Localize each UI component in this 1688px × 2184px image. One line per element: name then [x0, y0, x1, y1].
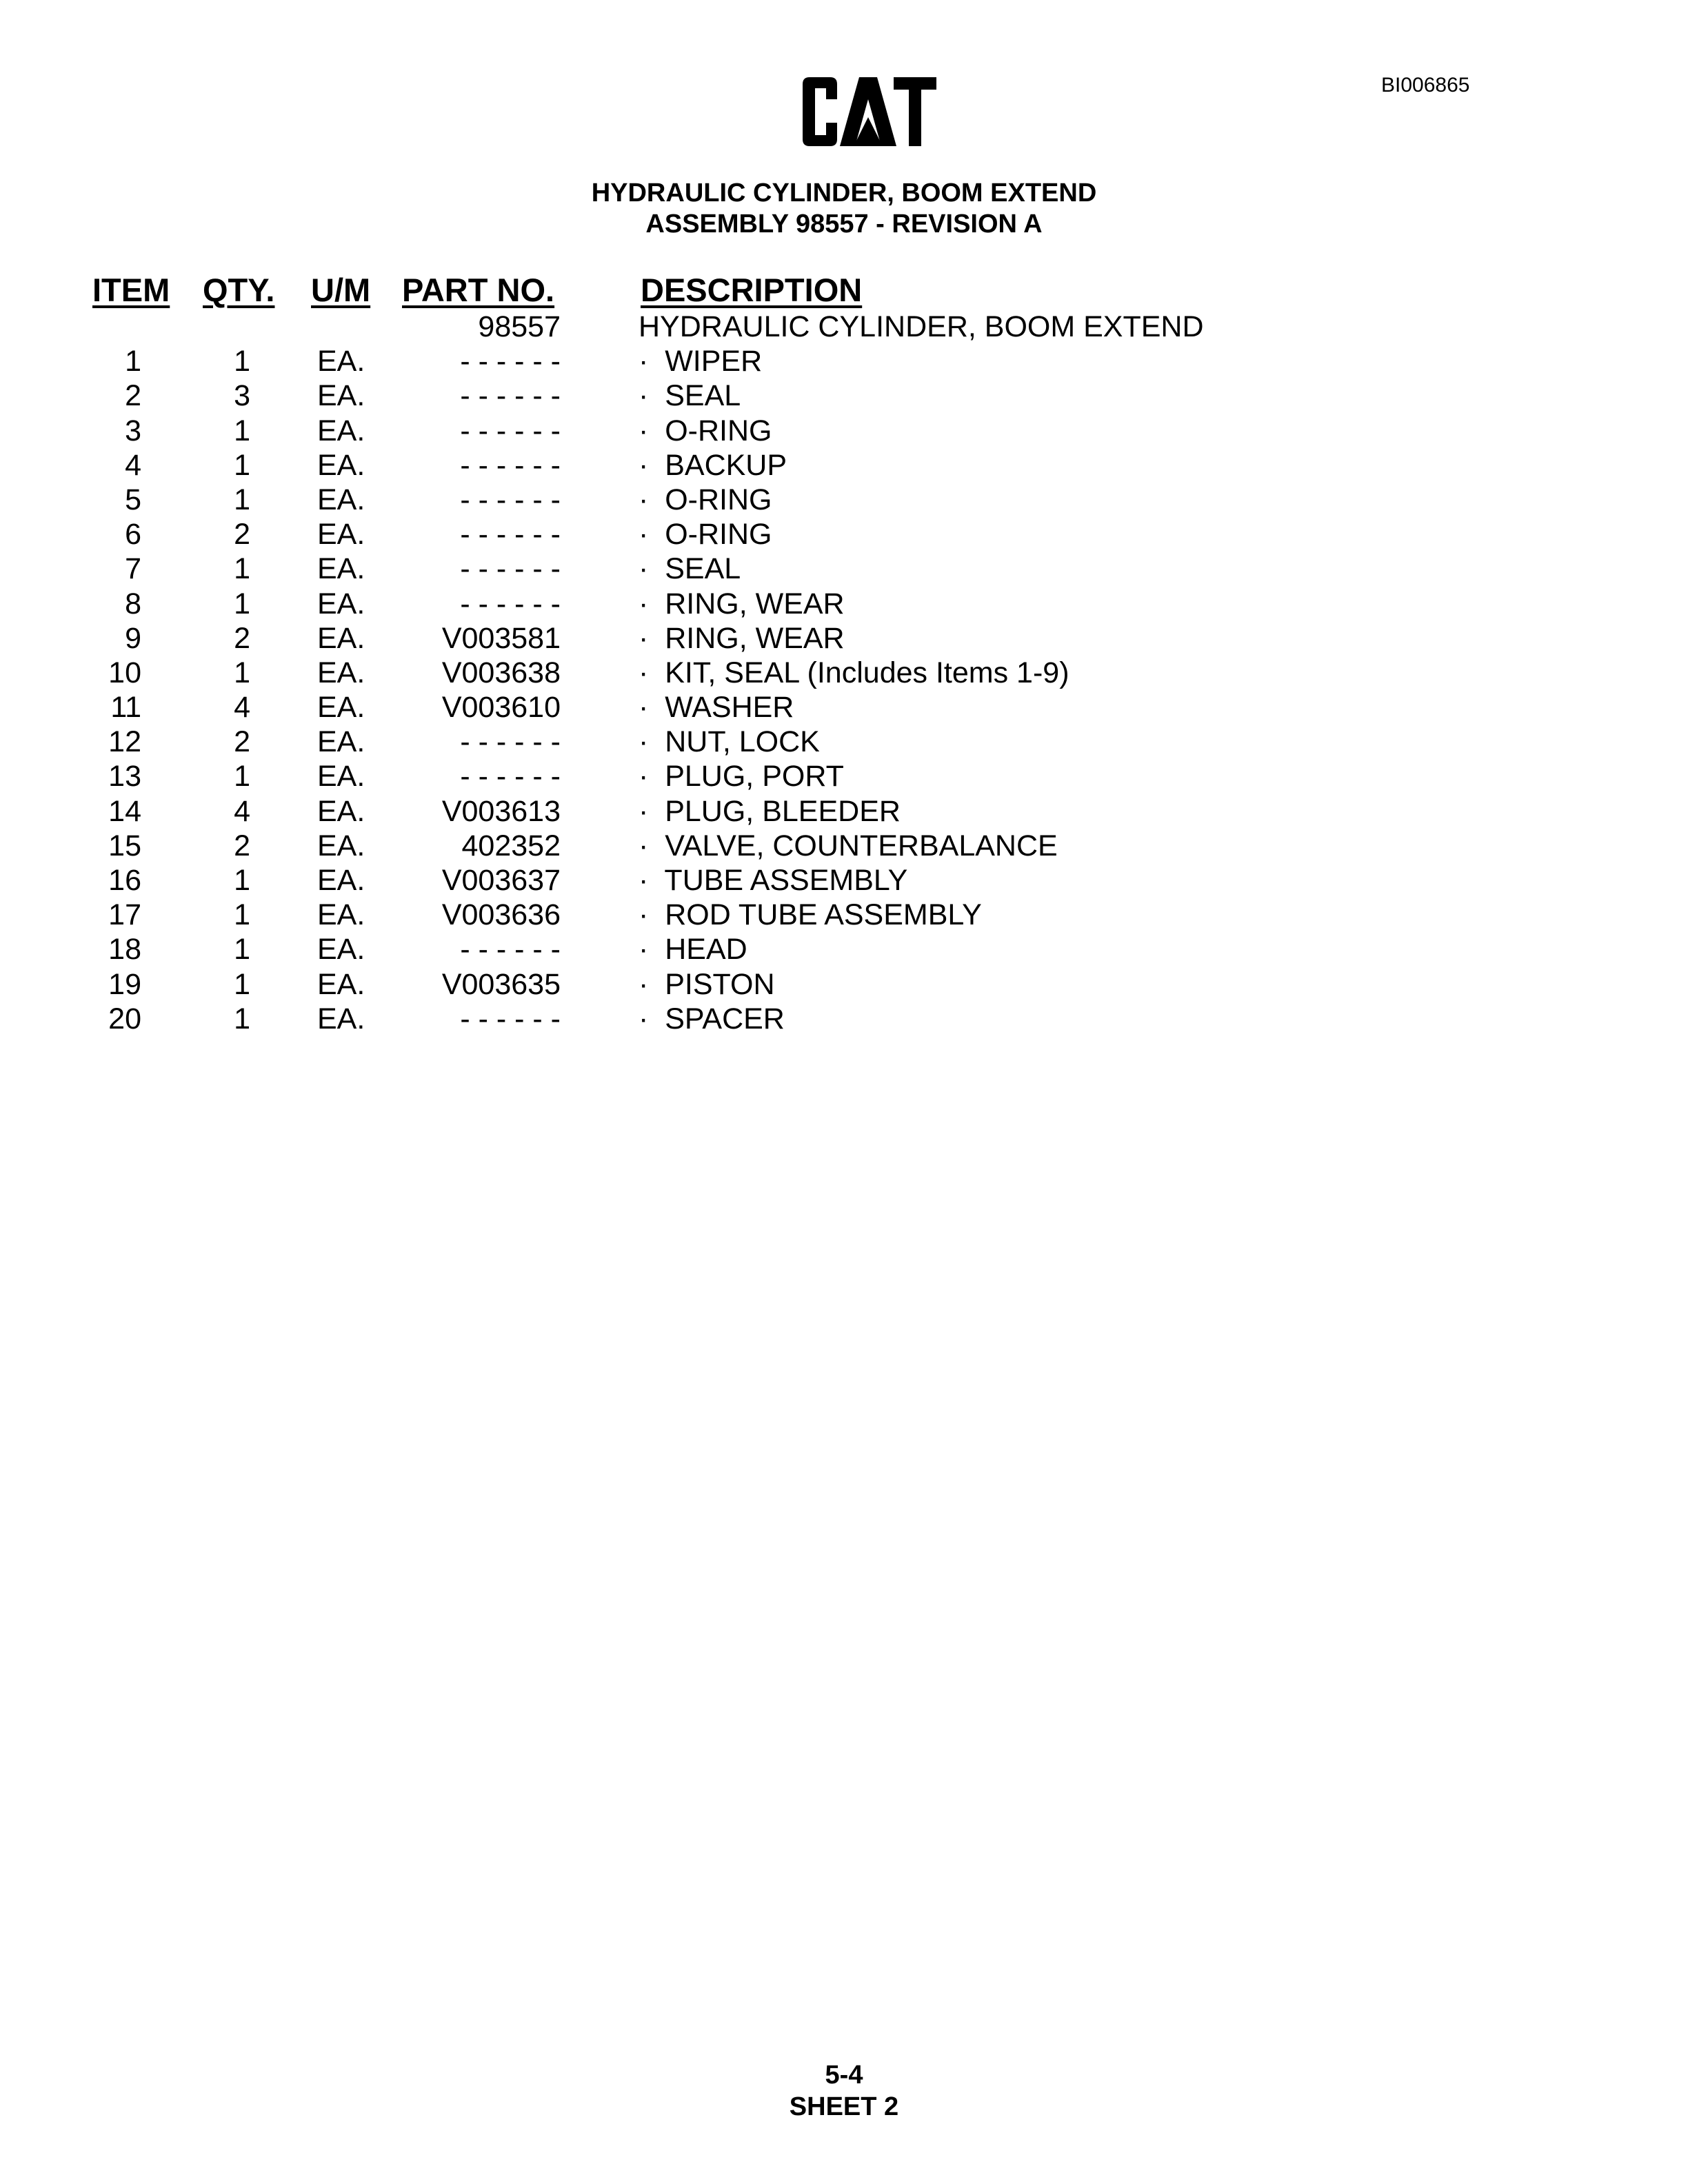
- table-row: [0, 932, 1688, 967]
- row-qty: 1: [234, 760, 250, 793]
- row-um: EA.: [317, 656, 365, 689]
- assembly-row: [0, 310, 1688, 344]
- row-um: EA.: [317, 552, 365, 586]
- row-description: · WIPER: [639, 345, 763, 378]
- row-part-no: V003637: [441, 864, 561, 897]
- row-um: EA.: [317, 794, 365, 828]
- row-item: 14: [108, 794, 141, 828]
- row-description: · SEAL: [639, 552, 741, 586]
- sheet-number: SHEET 2: [789, 2092, 899, 2121]
- registered-mark: ®: [923, 77, 930, 88]
- row-item: 1: [125, 345, 141, 378]
- row-description: · WASHER: [639, 691, 794, 725]
- row-item: 15: [108, 829, 141, 862]
- header-description: DESCRIPTION: [641, 272, 863, 308]
- row-item: 6: [125, 518, 141, 552]
- row-description: · O-RING: [639, 414, 772, 447]
- row-part-no: - - - - - -: [460, 414, 561, 447]
- row-item: 9: [125, 621, 141, 655]
- row-part-no: - - - - - -: [460, 345, 561, 378]
- row-part-no: - - - - - -: [460, 518, 561, 552]
- row-part-no: V003610: [441, 691, 561, 725]
- table-header: [0, 271, 1688, 310]
- row-part-no: - - - - - -: [460, 1002, 561, 1035]
- row-item: 2: [125, 379, 141, 413]
- row-description: · RING, WEAR: [639, 587, 845, 620]
- table-row: [0, 587, 1688, 621]
- table-row: [0, 414, 1688, 448]
- row-um: EA.: [317, 379, 365, 413]
- table-row: [0, 690, 1688, 725]
- row-description: · ROD TUBE ASSEMBLY: [639, 898, 982, 932]
- row-description: · PISTON: [639, 967, 775, 1001]
- row-um: EA.: [317, 691, 365, 725]
- row-description: · VALVE, COUNTERBALANCE: [639, 829, 1058, 862]
- row-qty: 2: [234, 725, 250, 759]
- row-qty: 4: [234, 691, 250, 725]
- row-um: EA.: [317, 448, 365, 482]
- row-um: EA.: [317, 864, 365, 897]
- row-item: 3: [125, 414, 141, 447]
- header-um: U/M: [311, 272, 371, 308]
- row-description: · HEAD: [639, 933, 747, 967]
- row-part-no: - - - - - -: [460, 379, 561, 413]
- table-row: [0, 448, 1688, 483]
- cat-logo-icon: [800, 76, 938, 152]
- row-item: 11: [110, 691, 141, 725]
- row-part-no: - - - - - -: [460, 587, 561, 620]
- row-description: · KIT, SEAL (Includes Items 1-9): [639, 656, 1069, 689]
- row-part-no: V003638: [441, 656, 561, 689]
- row-qty: 3: [234, 379, 250, 413]
- row-um: EA.: [317, 621, 365, 655]
- document-id: BI006865: [1381, 74, 1470, 97]
- row-description: · TUBE ASSEMBLY: [639, 864, 908, 897]
- row-qty: 1: [234, 552, 250, 586]
- row-qty: 1: [234, 448, 250, 482]
- row-description: · SEAL: [639, 379, 741, 413]
- header-item: ITEM: [92, 272, 170, 308]
- row-um: EA.: [317, 898, 365, 932]
- page-title: HYDRAULIC CYLINDER, BOOM EXTEND: [591, 179, 1097, 208]
- row-um: EA.: [317, 414, 365, 447]
- table-row: [0, 656, 1688, 690]
- row-um: EA.: [317, 933, 365, 967]
- table-row: [0, 967, 1688, 1002]
- table-row: [0, 863, 1688, 898]
- table-row: [0, 552, 1688, 586]
- table-row: [0, 759, 1688, 793]
- table-row: [0, 378, 1688, 413]
- row-description: · O-RING: [639, 483, 772, 516]
- row-qty: 1: [234, 587, 250, 620]
- row-item: 12: [108, 725, 141, 759]
- row-description: · PLUG, PORT: [639, 760, 844, 793]
- row-um: EA.: [317, 483, 365, 516]
- row-item: 19: [108, 967, 141, 1001]
- row-description: · PLUG, BLEEDER: [639, 794, 901, 828]
- table-row: [0, 794, 1688, 829]
- row-item: 18: [108, 933, 141, 967]
- row-part-no: 402352: [461, 829, 561, 862]
- row-part-no: V003636: [441, 898, 561, 932]
- row-description: · RING, WEAR: [639, 621, 845, 655]
- row-item: 20: [108, 1002, 141, 1035]
- row-um: EA.: [317, 829, 365, 862]
- row-description: · BACKUP: [639, 448, 787, 482]
- header-qty: QTY.: [203, 272, 275, 308]
- row-qty: 1: [234, 967, 250, 1001]
- row-part-no: - - - - - -: [460, 552, 561, 586]
- row-qty: 2: [234, 621, 250, 655]
- row-um: EA.: [317, 345, 365, 378]
- row-qty: 1: [234, 414, 250, 447]
- row-description: · NUT, LOCK: [639, 725, 820, 759]
- row-item: 8: [125, 587, 141, 620]
- table-row: [0, 621, 1688, 656]
- row-qty: 2: [234, 829, 250, 862]
- page-number: 5-4: [825, 2061, 863, 2090]
- table-row: [0, 725, 1688, 759]
- table-row: [0, 344, 1688, 378]
- assembly-part-no: 98557: [478, 310, 561, 343]
- row-item: 10: [108, 656, 141, 689]
- assembly-subtitle: ASSEMBLY 98557 - REVISION A: [645, 210, 1043, 239]
- row-part-no: V003581: [441, 621, 561, 655]
- row-part-no: - - - - - -: [460, 760, 561, 793]
- row-qty: 4: [234, 794, 250, 828]
- row-item: 5: [125, 483, 141, 516]
- table-row: [0, 517, 1688, 552]
- table-row: [0, 829, 1688, 863]
- row-item: 4: [125, 448, 141, 482]
- row-qty: 1: [234, 483, 250, 516]
- parts-table: [0, 271, 1688, 1036]
- row-qty: 1: [234, 656, 250, 689]
- row-qty: 1: [234, 345, 250, 378]
- row-part-no: - - - - - -: [460, 725, 561, 759]
- row-um: EA.: [317, 1002, 365, 1035]
- row-part-no: V003613: [441, 794, 561, 828]
- assembly-description: HYDRAULIC CYLINDER, BOOM EXTEND: [639, 310, 1204, 343]
- header-part-no: PART NO.: [402, 272, 555, 308]
- row-um: EA.: [317, 518, 365, 552]
- row-item: 16: [108, 864, 141, 897]
- row-description: · O-RING: [639, 518, 772, 552]
- row-part-no: V003635: [441, 967, 561, 1001]
- table-row: [0, 483, 1688, 517]
- table-row: [0, 1002, 1688, 1036]
- row-part-no: - - - - - -: [460, 483, 561, 516]
- row-qty: 1: [234, 898, 250, 932]
- row-um: EA.: [317, 760, 365, 793]
- row-qty: 1: [234, 933, 250, 967]
- row-qty: 1: [234, 864, 250, 897]
- row-um: EA.: [317, 725, 365, 759]
- row-part-no: - - - - - -: [460, 933, 561, 967]
- row-item: 13: [108, 760, 141, 793]
- row-item: 7: [125, 552, 141, 586]
- row-um: EA.: [317, 587, 365, 620]
- row-description: · SPACER: [639, 1002, 785, 1035]
- row-qty: 2: [234, 518, 250, 552]
- row-um: EA.: [317, 967, 365, 1001]
- row-item: 17: [108, 898, 141, 932]
- row-qty: 1: [234, 1002, 250, 1035]
- table-row: [0, 898, 1688, 932]
- row-part-no: - - - - - -: [460, 448, 561, 482]
